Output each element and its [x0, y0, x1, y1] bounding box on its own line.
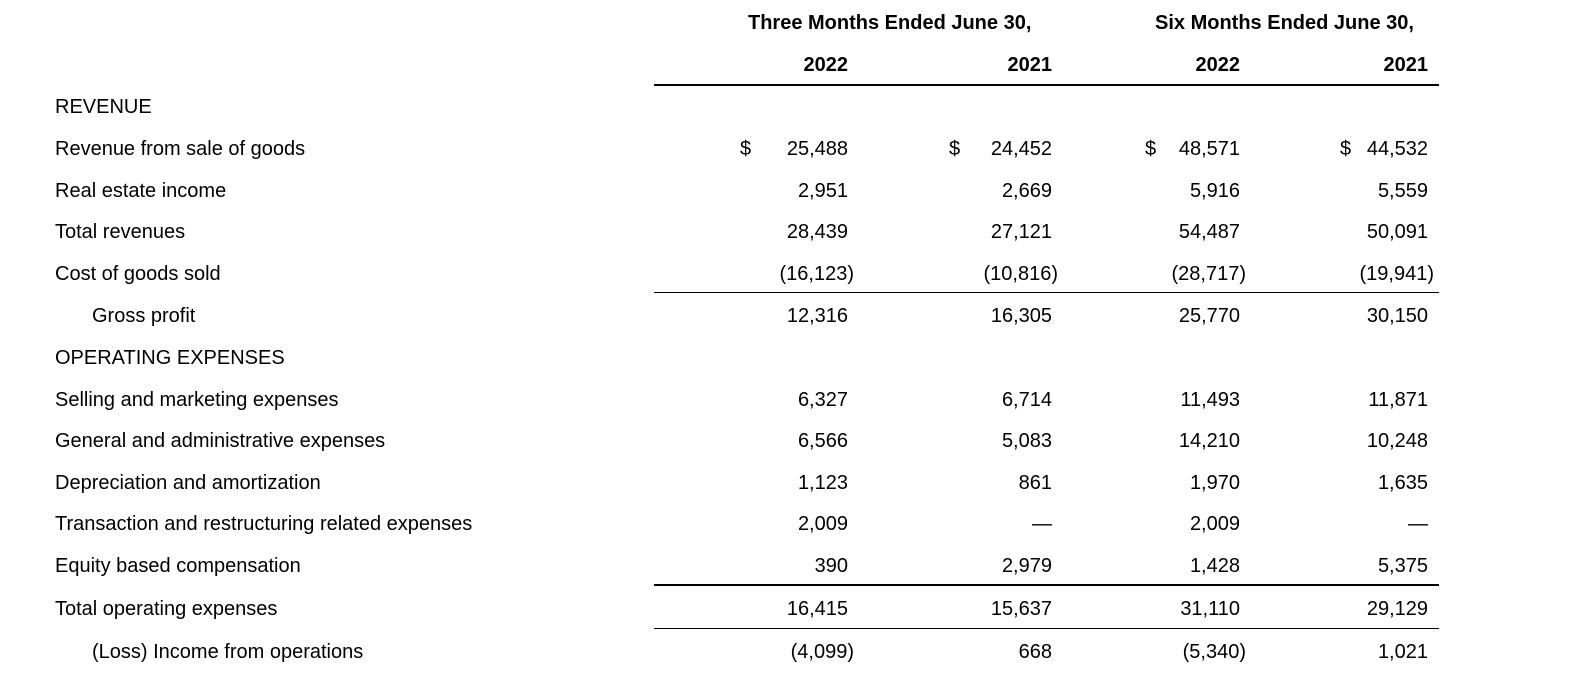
value-cell: 2,009	[797, 513, 848, 535]
value-cell: 10,248	[1366, 430, 1428, 452]
value-cell: 2,009	[1189, 513, 1240, 535]
value-cell: 1,635	[1377, 472, 1428, 494]
row-label: Cost of goods sold	[55, 263, 221, 285]
value-cell: 11,871	[1368, 389, 1428, 411]
value-cell: 1,123	[797, 472, 848, 494]
year-header-six-months-2022: 2022	[1195, 54, 1240, 76]
value-cell: 11,493	[1180, 389, 1240, 411]
value-cell: 30,150	[1366, 305, 1428, 327]
value-cell: 24,452	[990, 138, 1052, 160]
table-row	[0, 295, 1584, 337]
table-row	[0, 545, 1584, 587]
table-row	[0, 631, 1584, 673]
table-row	[0, 86, 1584, 128]
table-row	[0, 337, 1584, 379]
value-cell: 1,428	[1189, 555, 1240, 577]
value-cell: 390	[814, 555, 848, 577]
value-cell: (28,717)	[1171, 263, 1246, 285]
value-cell: 2,979	[1001, 555, 1052, 577]
operations-income-divider	[654, 628, 1439, 629]
row-label: OPERATING EXPENSES	[55, 347, 285, 369]
table-row	[0, 128, 1584, 170]
value-cell: 5,559	[1377, 180, 1428, 202]
value-cell: 2,951	[797, 180, 848, 202]
table-row	[0, 379, 1584, 421]
row-label: Total revenues	[55, 221, 186, 243]
value-cell: 50,091	[1366, 221, 1428, 243]
header-six-months: Six Months Ended June 30,	[1155, 12, 1414, 34]
value-cell: 25,770	[1178, 305, 1240, 327]
row-label: Total operating expenses	[55, 598, 278, 620]
row-label: Gross profit	[92, 305, 196, 327]
table-row	[0, 420, 1584, 462]
value-cell: 28,439	[786, 221, 848, 243]
row-label: Selling and marketing expenses	[55, 389, 339, 411]
row-label: Equity based compensation	[55, 555, 301, 577]
table-row	[0, 462, 1584, 504]
value-cell: 6,566	[797, 430, 848, 452]
table-row	[0, 503, 1584, 545]
value-cell: —	[1032, 513, 1052, 535]
year-header-three-months-2022: 2022	[803, 54, 848, 76]
value-cell: 54,487	[1178, 221, 1240, 243]
operating-total-divider	[654, 584, 1439, 586]
row-label: (Loss) Income from operations	[92, 641, 364, 663]
value-cell: 44,532	[1366, 138, 1428, 160]
row-label: Real estate income	[55, 180, 227, 202]
currency-symbol: $	[1145, 138, 1157, 160]
value-cell: 25,488	[786, 138, 848, 160]
value-cell: 5,916	[1189, 180, 1240, 202]
value-cell: 668	[1018, 641, 1052, 663]
value-cell: 16,415	[786, 598, 848, 620]
table-row	[0, 211, 1584, 253]
currency-symbol: $	[949, 138, 961, 160]
value-cell: 16,305	[990, 305, 1052, 327]
value-cell: 48,571	[1178, 138, 1240, 160]
value-cell: (5,340)	[1182, 641, 1246, 663]
value-cell: 5,083	[1001, 430, 1052, 452]
value-cell: 5,375	[1377, 555, 1428, 577]
table-row	[0, 588, 1584, 630]
value-cell: 2,669	[1001, 180, 1052, 202]
value-cell: 1,970	[1189, 472, 1240, 494]
value-cell: 12,316	[786, 305, 848, 327]
value-cell: 27,121	[990, 221, 1052, 243]
header-three-months: Three Months Ended June 30,	[748, 12, 1032, 34]
row-label: REVENUE	[55, 96, 152, 118]
value-cell: 6,327	[797, 389, 848, 411]
row-label: Transaction and restructuring related expenses	[55, 513, 473, 535]
value-cell: 14,210	[1178, 430, 1240, 452]
value-cell: 6,714	[1001, 389, 1052, 411]
value-cell: (10,816)	[983, 263, 1058, 285]
gross-profit-divider	[654, 292, 1439, 293]
value-cell: 861	[1018, 472, 1052, 494]
value-cell: —	[1408, 513, 1428, 535]
row-label: Depreciation and amortization	[55, 472, 321, 494]
currency-symbol: $	[740, 138, 752, 160]
value-cell: 1,021	[1377, 641, 1428, 663]
table-row	[0, 253, 1584, 295]
currency-symbol: $	[1340, 138, 1352, 160]
value-cell: 31,110	[1180, 598, 1240, 620]
row-label: Revenue from sale of goods	[55, 138, 306, 160]
value-cell: (16,123)	[779, 263, 854, 285]
year-header-six-months-2021: 2021	[1383, 54, 1428, 76]
value-cell: 29,129	[1366, 598, 1428, 620]
value-cell: 15,637	[990, 598, 1052, 620]
value-cell: (4,099)	[790, 641, 854, 663]
value-cell: (19,941)	[1359, 263, 1434, 285]
table-row	[0, 170, 1584, 212]
year-header-three-months-2021: 2021	[1007, 54, 1052, 76]
row-label: General and administrative expenses	[55, 430, 386, 452]
